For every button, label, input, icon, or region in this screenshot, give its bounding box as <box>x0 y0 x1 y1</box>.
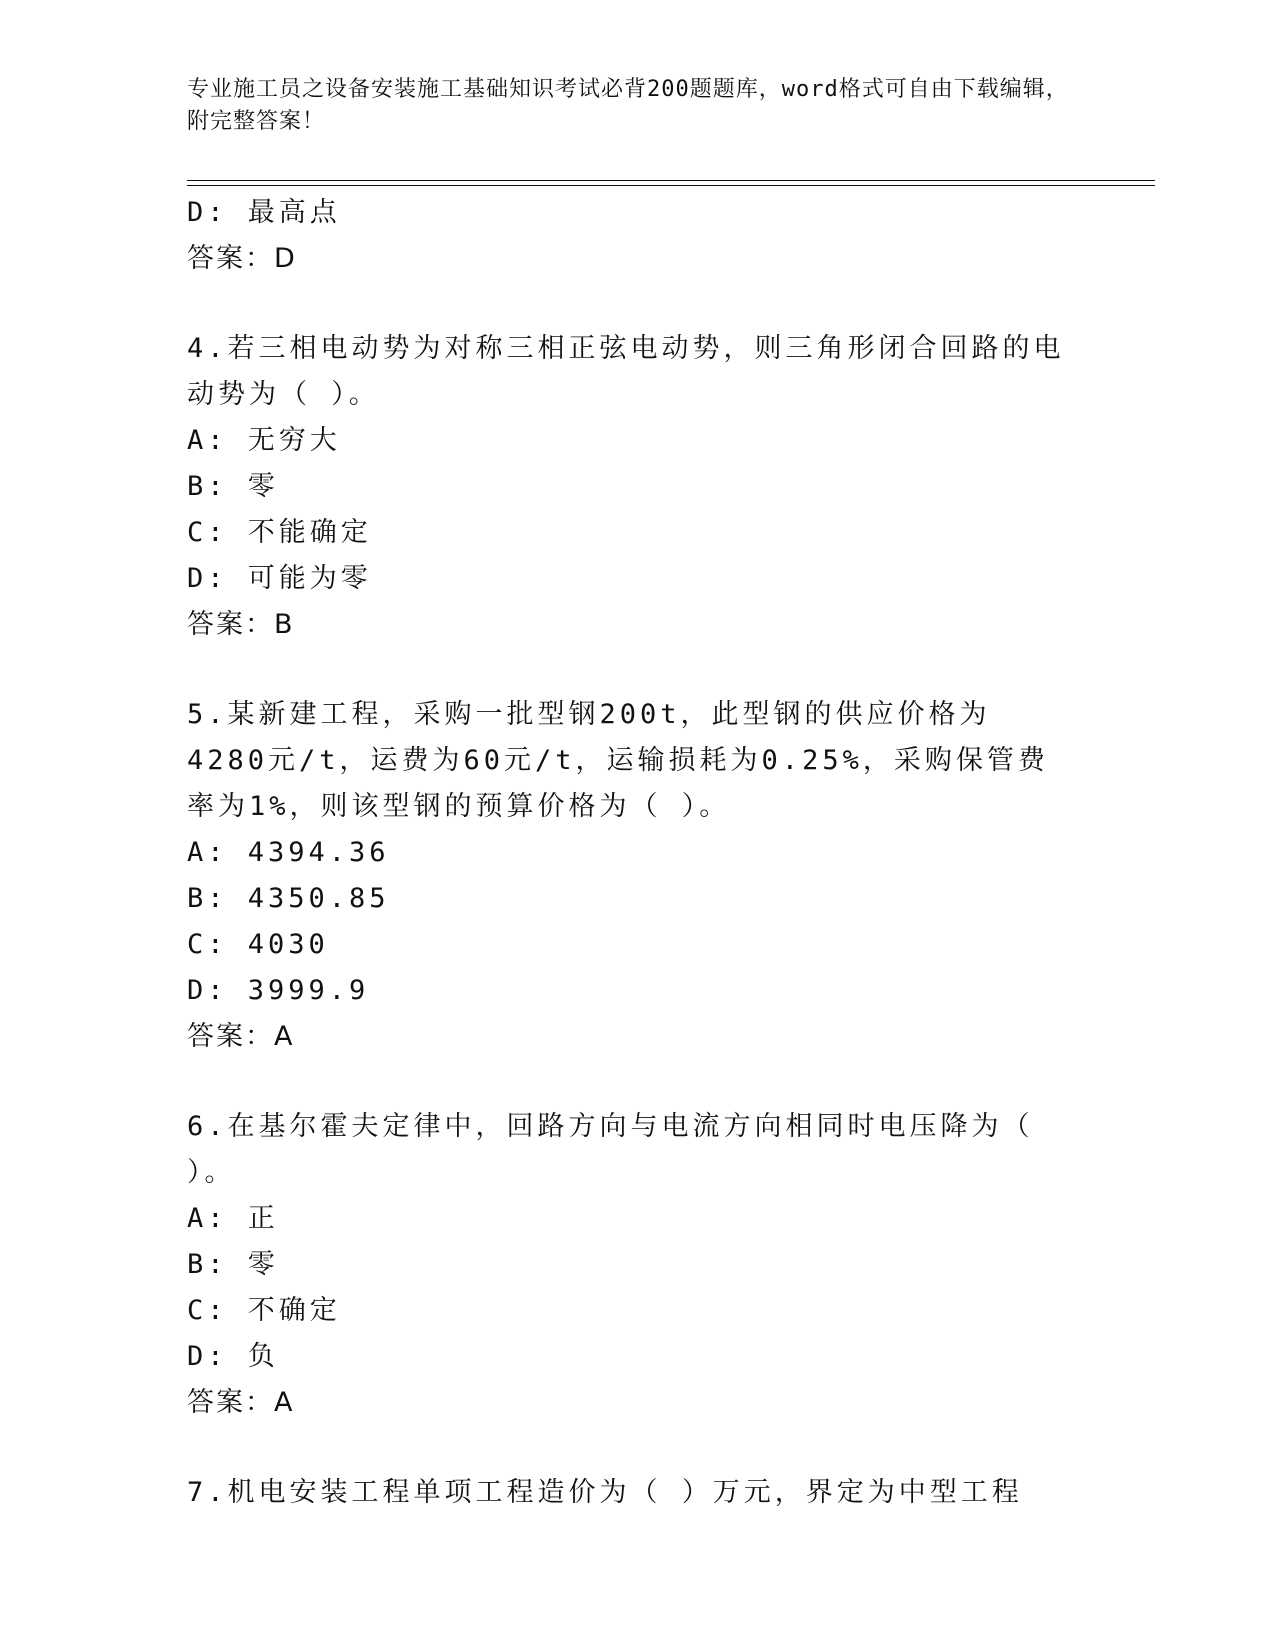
question-text: 5.某新建工程，采购一批型钢200t，此型钢的供应价格为4280元/t，运费为60元/t，运输损耗为0.25%，采购保管费率为1%，则该型钢的预算价格为（ ）。 <box>187 699 1049 822</box>
answer: 答案：A <box>187 1021 295 1052</box>
document-header <box>187 74 1087 138</box>
header-title: 专业施工员之设备安装施工基础知识考试必背200题题库，word格式可自由下载编辑，附完整答案！ <box>187 77 1069 134</box>
answer: 答案：D <box>187 243 297 274</box>
answer: 答案：B <box>187 609 295 640</box>
option-a: A: 无穷大 <box>187 425 341 456</box>
question-3-tail <box>187 190 1087 282</box>
question-text: 4.若三相电动势为对称三相正弦电动势，则三角形闭合回路的电动势为（ ）。 <box>187 333 1065 410</box>
option-b: B: 零 <box>187 1249 279 1280</box>
answer: 答案：A <box>187 1387 295 1418</box>
option-d: D: 可能为零 <box>187 563 372 594</box>
option-d: D: 最高点 <box>187 197 341 228</box>
option-b: B: 4350.85 <box>187 883 390 914</box>
document-body <box>187 190 1087 1516</box>
option-c: C: 4030 <box>187 929 329 960</box>
option-c: C: 不能确定 <box>187 517 372 548</box>
option-a: A: 4394.36 <box>187 837 390 868</box>
question-6 <box>187 1104 1087 1426</box>
option-b: B: 零 <box>187 471 279 502</box>
header-rule-top <box>187 180 1155 181</box>
option-c: C: 不确定 <box>187 1295 341 1326</box>
question-7 <box>187 1470 1087 1516</box>
question-5 <box>187 692 1087 1060</box>
option-a: A: 正 <box>187 1203 279 1234</box>
option-d: D: 3999.9 <box>187 975 370 1006</box>
question-4 <box>187 326 1087 648</box>
question-text: 6.在基尔霍夫定律中，回路方向与电流方向相同时电压降为（ ）。 <box>187 1111 1034 1188</box>
header-rule-bottom <box>187 185 1155 186</box>
option-d: D: 负 <box>187 1341 279 1372</box>
question-text: 7.机电安装工程单项工程造价为（ ）万元，界定为中型工程 <box>187 1477 1023 1508</box>
